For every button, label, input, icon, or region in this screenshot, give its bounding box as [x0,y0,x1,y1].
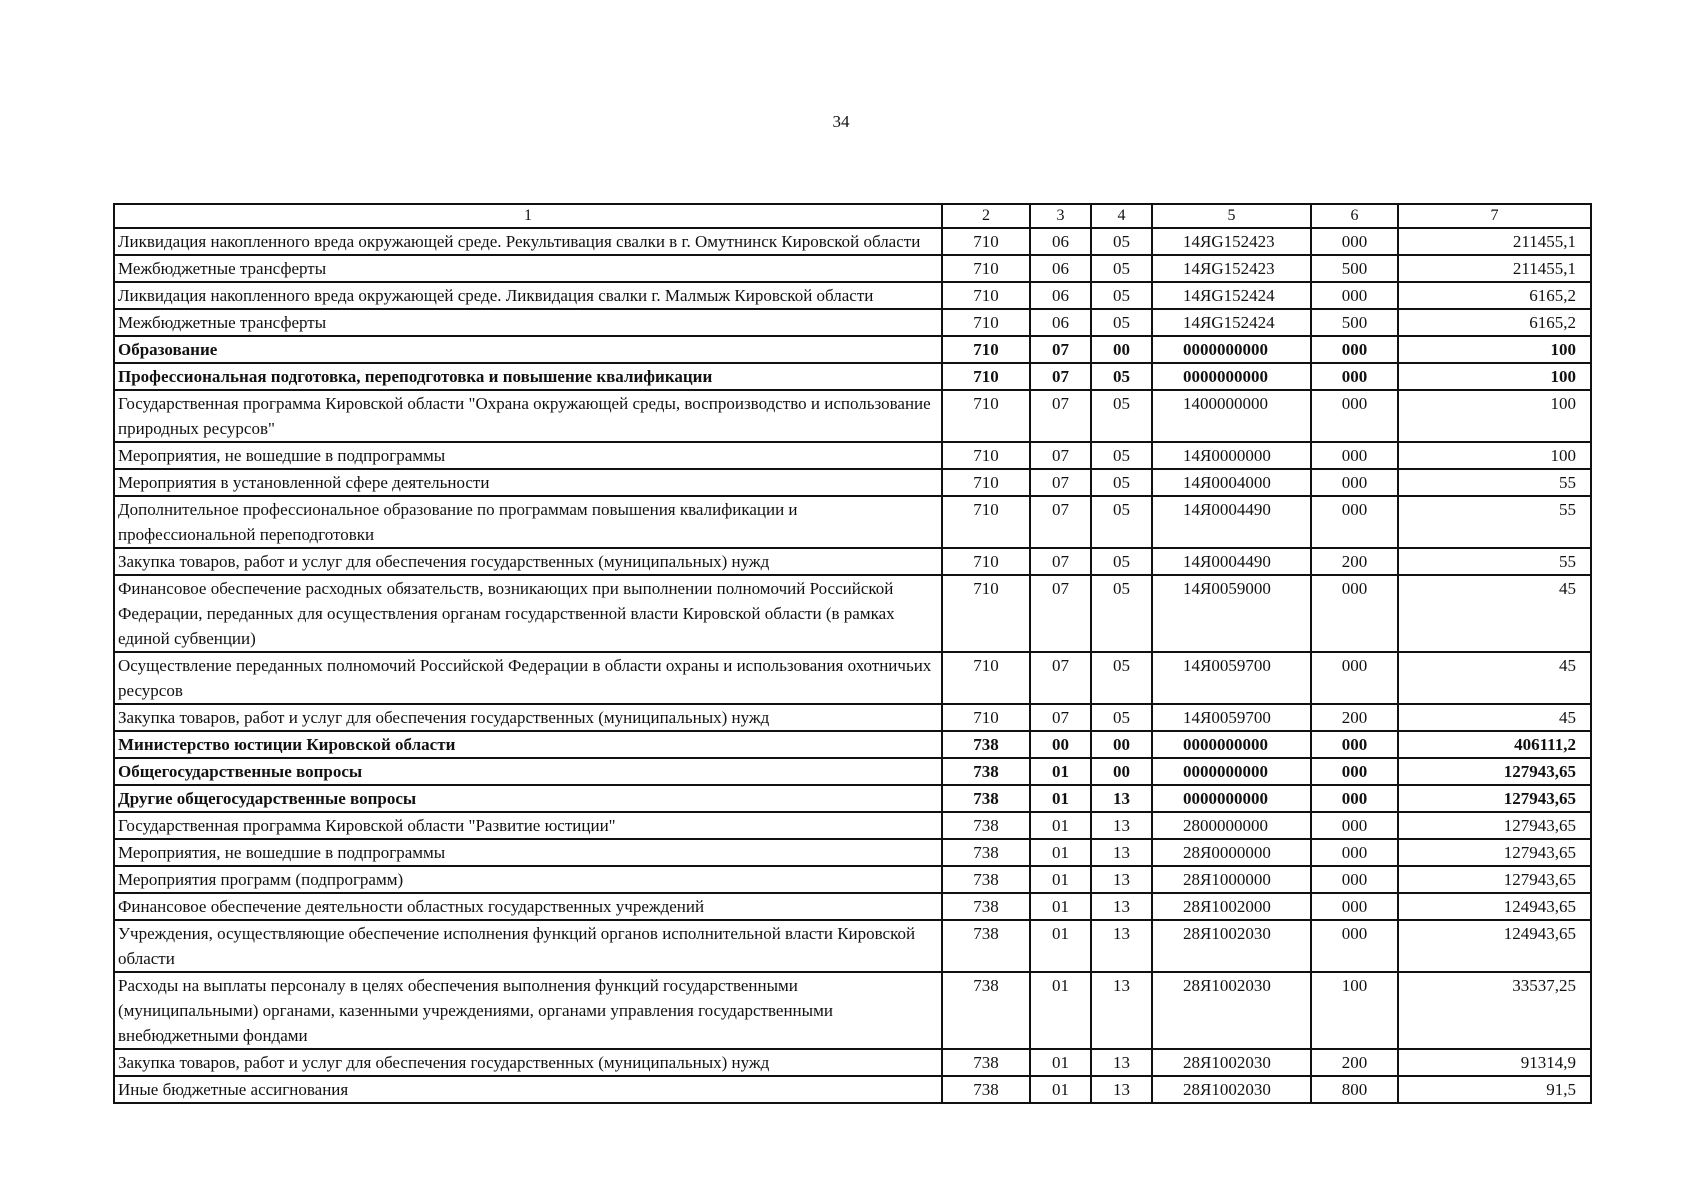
table-row [114,336,1591,363]
row-expense-type-cell: 100 [1311,972,1398,1049]
row-expense-type-cell: 000 [1311,282,1398,309]
table-row [114,652,1591,704]
row-expense-type-cell: 000 [1311,812,1398,839]
row-name-cell: Межбюджетные трансферты [114,255,942,282]
row-target-code-cell: 14Я0000000 [1152,442,1311,469]
row-target-code-cell: 2800000000 [1152,812,1311,839]
row-name-cell: Государственная программа Кировской области "Охрана окружающей среды, воспроизводство и использование природных ресурсов" [114,390,942,442]
table-row [114,704,1591,731]
row-name-cell: Межбюджетные трансферты [114,309,942,336]
table-row [114,548,1591,575]
row-admin-code-cell: 738 [942,731,1030,758]
row-expense-type-cell: 000 [1311,363,1398,390]
row-expense-type-cell: 000 [1311,442,1398,469]
table-row [114,228,1591,255]
row-section-cell: 06 [1030,282,1091,309]
row-subsection-cell: 13 [1091,893,1152,920]
row-amount-cell: 55 [1398,548,1591,575]
table-row [114,442,1591,469]
row-subsection-cell: 05 [1091,469,1152,496]
row-name-cell: Ликвидация накопленного вреда окружающей среде. Ликвидация свалки г. Малмыж Кировской области [114,282,942,309]
row-name-cell: Ликвидация накопленного вреда окружающей среде. Рекультивация свалки в г. Омутнинск Кировской области [114,228,942,255]
row-section-cell: 07 [1030,390,1091,442]
table-row [114,255,1591,282]
row-subsection-cell: 05 [1091,496,1152,548]
row-section-cell: 01 [1030,785,1091,812]
row-subsection-cell: 05 [1091,442,1152,469]
row-section-cell: 01 [1030,1049,1091,1076]
row-subsection-cell: 05 [1091,363,1152,390]
column-header: 6 [1311,204,1398,228]
row-amount-cell: 127943,65 [1398,812,1591,839]
row-section-cell: 06 [1030,255,1091,282]
row-expense-type-cell: 000 [1311,575,1398,652]
budget-table [113,203,1592,1104]
row-section-cell: 07 [1030,548,1091,575]
table-row [114,920,1591,972]
row-name-cell: Мероприятия, не вошедшие в подпрограммы [114,442,942,469]
row-amount-cell: 406111,2 [1398,731,1591,758]
row-name-cell: Учреждения, осуществляющие обеспечение исполнения функций органов исполнительной власти Кировской области [114,920,942,972]
row-subsection-cell: 13 [1091,785,1152,812]
row-expense-type-cell: 200 [1311,1049,1398,1076]
row-admin-code-cell: 738 [942,839,1030,866]
table-row [114,758,1591,785]
row-name-cell: Государственная программа Кировской области "Развитие юстиции" [114,812,942,839]
row-target-code-cell: 28Я1002030 [1152,1076,1311,1103]
row-name-cell: Закупка товаров, работ и услуг для обеспечения государственных (муниципальных) нужд [114,548,942,575]
row-expense-type-cell: 800 [1311,1076,1398,1103]
row-expense-type-cell: 000 [1311,390,1398,442]
row-target-code-cell: 28Я1002030 [1152,972,1311,1049]
row-expense-type-cell: 000 [1311,652,1398,704]
row-subsection-cell: 05 [1091,390,1152,442]
row-admin-code-cell: 710 [942,442,1030,469]
row-target-code-cell: 14Я0004000 [1152,469,1311,496]
row-target-code-cell: 14Я0059000 [1152,575,1311,652]
row-subsection-cell: 00 [1091,758,1152,785]
row-expense-type-cell: 200 [1311,548,1398,575]
row-section-cell: 06 [1030,309,1091,336]
row-admin-code-cell: 710 [942,548,1030,575]
row-expense-type-cell: 000 [1311,758,1398,785]
table-row [114,731,1591,758]
row-admin-code-cell: 710 [942,336,1030,363]
row-admin-code-cell: 710 [942,282,1030,309]
row-expense-type-cell: 000 [1311,785,1398,812]
row-subsection-cell: 05 [1091,282,1152,309]
table-row [114,469,1591,496]
row-name-cell: Министерство юстиции Кировской области [114,731,942,758]
row-subsection-cell: 00 [1091,336,1152,363]
row-admin-code-cell: 738 [942,893,1030,920]
row-name-cell: Иные бюджетные ассигнования [114,1076,942,1103]
row-amount-cell: 55 [1398,469,1591,496]
row-name-cell: Закупка товаров, работ и услуг для обеспечения государственных (муниципальных) нужд [114,704,942,731]
row-amount-cell: 124943,65 [1398,893,1591,920]
row-amount-cell: 127943,65 [1398,758,1591,785]
table-row [114,282,1591,309]
table-row [114,893,1591,920]
row-amount-cell: 55 [1398,496,1591,548]
row-subsection-cell: 05 [1091,255,1152,282]
row-section-cell: 07 [1030,704,1091,731]
row-section-cell: 07 [1030,575,1091,652]
row-section-cell: 07 [1030,363,1091,390]
row-subsection-cell: 05 [1091,228,1152,255]
column-header: 1 [114,204,942,228]
row-target-code-cell: 0000000000 [1152,363,1311,390]
row-expense-type-cell: 500 [1311,309,1398,336]
row-subsection-cell: 05 [1091,309,1152,336]
table-row [114,309,1591,336]
row-expense-type-cell: 000 [1311,731,1398,758]
row-name-cell: Мероприятия в установленной сфере деятельности [114,469,942,496]
row-section-cell: 01 [1030,920,1091,972]
table-row [114,866,1591,893]
row-subsection-cell: 13 [1091,1076,1152,1103]
row-admin-code-cell: 738 [942,866,1030,893]
row-target-code-cell: 1400000000 [1152,390,1311,442]
row-admin-code-cell: 710 [942,255,1030,282]
row-name-cell: Финансовое обеспечение расходных обязательств, возникающих при выполнении полномочий Российской Федерации, переданных для осуществления органам государственной власти Кировской области (в рамках единой субвенции) [114,575,942,652]
column-header: 2 [942,204,1030,228]
row-section-cell: 06 [1030,228,1091,255]
row-section-cell: 01 [1030,1076,1091,1103]
row-name-cell: Мероприятия, не вошедшие в подпрограммы [114,839,942,866]
table-header-row [114,204,1591,228]
row-subsection-cell: 13 [1091,839,1152,866]
row-amount-cell: 100 [1398,363,1591,390]
row-target-code-cell: 14ЯG152424 [1152,309,1311,336]
row-admin-code-cell: 738 [942,1076,1030,1103]
table-row [114,785,1591,812]
row-section-cell: 07 [1030,442,1091,469]
row-admin-code-cell: 710 [942,390,1030,442]
row-target-code-cell: 0000000000 [1152,336,1311,363]
row-subsection-cell: 13 [1091,920,1152,972]
row-subsection-cell: 13 [1091,972,1152,1049]
row-section-cell: 01 [1030,893,1091,920]
column-header: 4 [1091,204,1152,228]
row-expense-type-cell: 000 [1311,866,1398,893]
row-admin-code-cell: 710 [942,496,1030,548]
row-name-cell: Профессиональная подготовка, переподготовка и повышение квалификации [114,363,942,390]
row-admin-code-cell: 738 [942,972,1030,1049]
table-row [114,972,1591,1049]
row-subsection-cell: 13 [1091,812,1152,839]
row-admin-code-cell: 710 [942,575,1030,652]
page-number: 34 [832,112,850,131]
row-amount-cell: 6165,2 [1398,309,1591,336]
table-row [114,496,1591,548]
row-amount-cell: 6165,2 [1398,282,1591,309]
row-amount-cell: 211455,1 [1398,228,1591,255]
row-admin-code-cell: 710 [942,228,1030,255]
row-name-cell: Мероприятия программ (подпрограмм) [114,866,942,893]
row-amount-cell: 45 [1398,575,1591,652]
row-name-cell: Общегосударственные вопросы [114,758,942,785]
row-amount-cell: 100 [1398,390,1591,442]
row-expense-type-cell: 000 [1311,496,1398,548]
row-target-code-cell: 28Я0000000 [1152,839,1311,866]
row-name-cell: Расходы на выплаты персоналу в целях обеспечения выполнения функций государственными (муниципальными) органами, казенными учреждениями, органами управления государственными внебюджетными фондами [114,972,942,1049]
row-expense-type-cell: 000 [1311,893,1398,920]
row-amount-cell: 100 [1398,336,1591,363]
row-target-code-cell: 14Я0059700 [1152,704,1311,731]
row-subsection-cell: 05 [1091,652,1152,704]
row-admin-code-cell: 738 [942,758,1030,785]
row-amount-cell: 127943,65 [1398,785,1591,812]
row-amount-cell: 127943,65 [1398,839,1591,866]
row-admin-code-cell: 710 [942,704,1030,731]
row-section-cell: 07 [1030,469,1091,496]
table-row [114,390,1591,442]
row-admin-code-cell: 710 [942,652,1030,704]
table-row [114,812,1591,839]
table-row [114,575,1591,652]
row-admin-code-cell: 738 [942,785,1030,812]
row-admin-code-cell: 710 [942,469,1030,496]
row-target-code-cell: 14ЯG152423 [1152,228,1311,255]
row-expense-type-cell: 000 [1311,920,1398,972]
row-amount-cell: 124943,65 [1398,920,1591,972]
row-target-code-cell: 14Я0059700 [1152,652,1311,704]
row-expense-type-cell: 500 [1311,255,1398,282]
row-name-cell: Закупка товаров, работ и услуг для обеспечения государственных (муниципальных) нужд [114,1049,942,1076]
row-target-code-cell: 0000000000 [1152,731,1311,758]
table-row [114,363,1591,390]
row-section-cell: 00 [1030,731,1091,758]
row-expense-type-cell: 000 [1311,839,1398,866]
column-header: 5 [1152,204,1311,228]
row-section-cell: 07 [1030,652,1091,704]
row-expense-type-cell: 000 [1311,228,1398,255]
row-subsection-cell: 13 [1091,1049,1152,1076]
row-section-cell: 07 [1030,496,1091,548]
row-subsection-cell: 05 [1091,575,1152,652]
row-admin-code-cell: 738 [942,920,1030,972]
row-target-code-cell: 28Я1002000 [1152,893,1311,920]
row-amount-cell: 100 [1398,442,1591,469]
row-expense-type-cell: 000 [1311,336,1398,363]
table-row [114,839,1591,866]
table-row [114,1049,1591,1076]
row-admin-code-cell: 710 [942,363,1030,390]
column-header: 3 [1030,204,1091,228]
row-admin-code-cell: 738 [942,812,1030,839]
row-name-cell: Осуществление переданных полномочий Российской Федерации в области охраны и использования охотничьих ресурсов [114,652,942,704]
row-target-code-cell: 14ЯG152424 [1152,282,1311,309]
row-amount-cell: 45 [1398,652,1591,704]
row-subsection-cell: 05 [1091,704,1152,731]
row-amount-cell: 127943,65 [1398,866,1591,893]
table-row [114,1076,1591,1103]
row-amount-cell: 91314,9 [1398,1049,1591,1076]
row-name-cell: Другие общегосударственные вопросы [114,785,942,812]
row-name-cell: Дополнительное профессиональное образование по программам повышения квалификации и профессиональной переподготовки [114,496,942,548]
row-target-code-cell: 28Я1000000 [1152,866,1311,893]
row-expense-type-cell: 000 [1311,469,1398,496]
row-section-cell: 01 [1030,839,1091,866]
row-section-cell: 01 [1030,866,1091,893]
row-admin-code-cell: 738 [942,1049,1030,1076]
row-target-code-cell: 0000000000 [1152,785,1311,812]
row-target-code-cell: 14ЯG152423 [1152,255,1311,282]
row-section-cell: 01 [1030,812,1091,839]
row-amount-cell: 33537,25 [1398,972,1591,1049]
row-subsection-cell: 05 [1091,548,1152,575]
row-amount-cell: 45 [1398,704,1591,731]
row-section-cell: 01 [1030,758,1091,785]
row-section-cell: 01 [1030,972,1091,1049]
row-amount-cell: 91,5 [1398,1076,1591,1103]
row-admin-code-cell: 710 [942,309,1030,336]
row-name-cell: Образование [114,336,942,363]
row-target-code-cell: 0000000000 [1152,758,1311,785]
row-target-code-cell: 14Я0004490 [1152,548,1311,575]
row-subsection-cell: 00 [1091,731,1152,758]
row-subsection-cell: 13 [1091,866,1152,893]
row-target-code-cell: 14Я0004490 [1152,496,1311,548]
row-target-code-cell: 28Я1002030 [1152,920,1311,972]
row-name-cell: Финансовое обеспечение деятельности областных государственных учреждений [114,893,942,920]
row-section-cell: 07 [1030,336,1091,363]
row-expense-type-cell: 200 [1311,704,1398,731]
row-target-code-cell: 28Я1002030 [1152,1049,1311,1076]
row-amount-cell: 211455,1 [1398,255,1591,282]
column-header: 7 [1398,204,1591,228]
